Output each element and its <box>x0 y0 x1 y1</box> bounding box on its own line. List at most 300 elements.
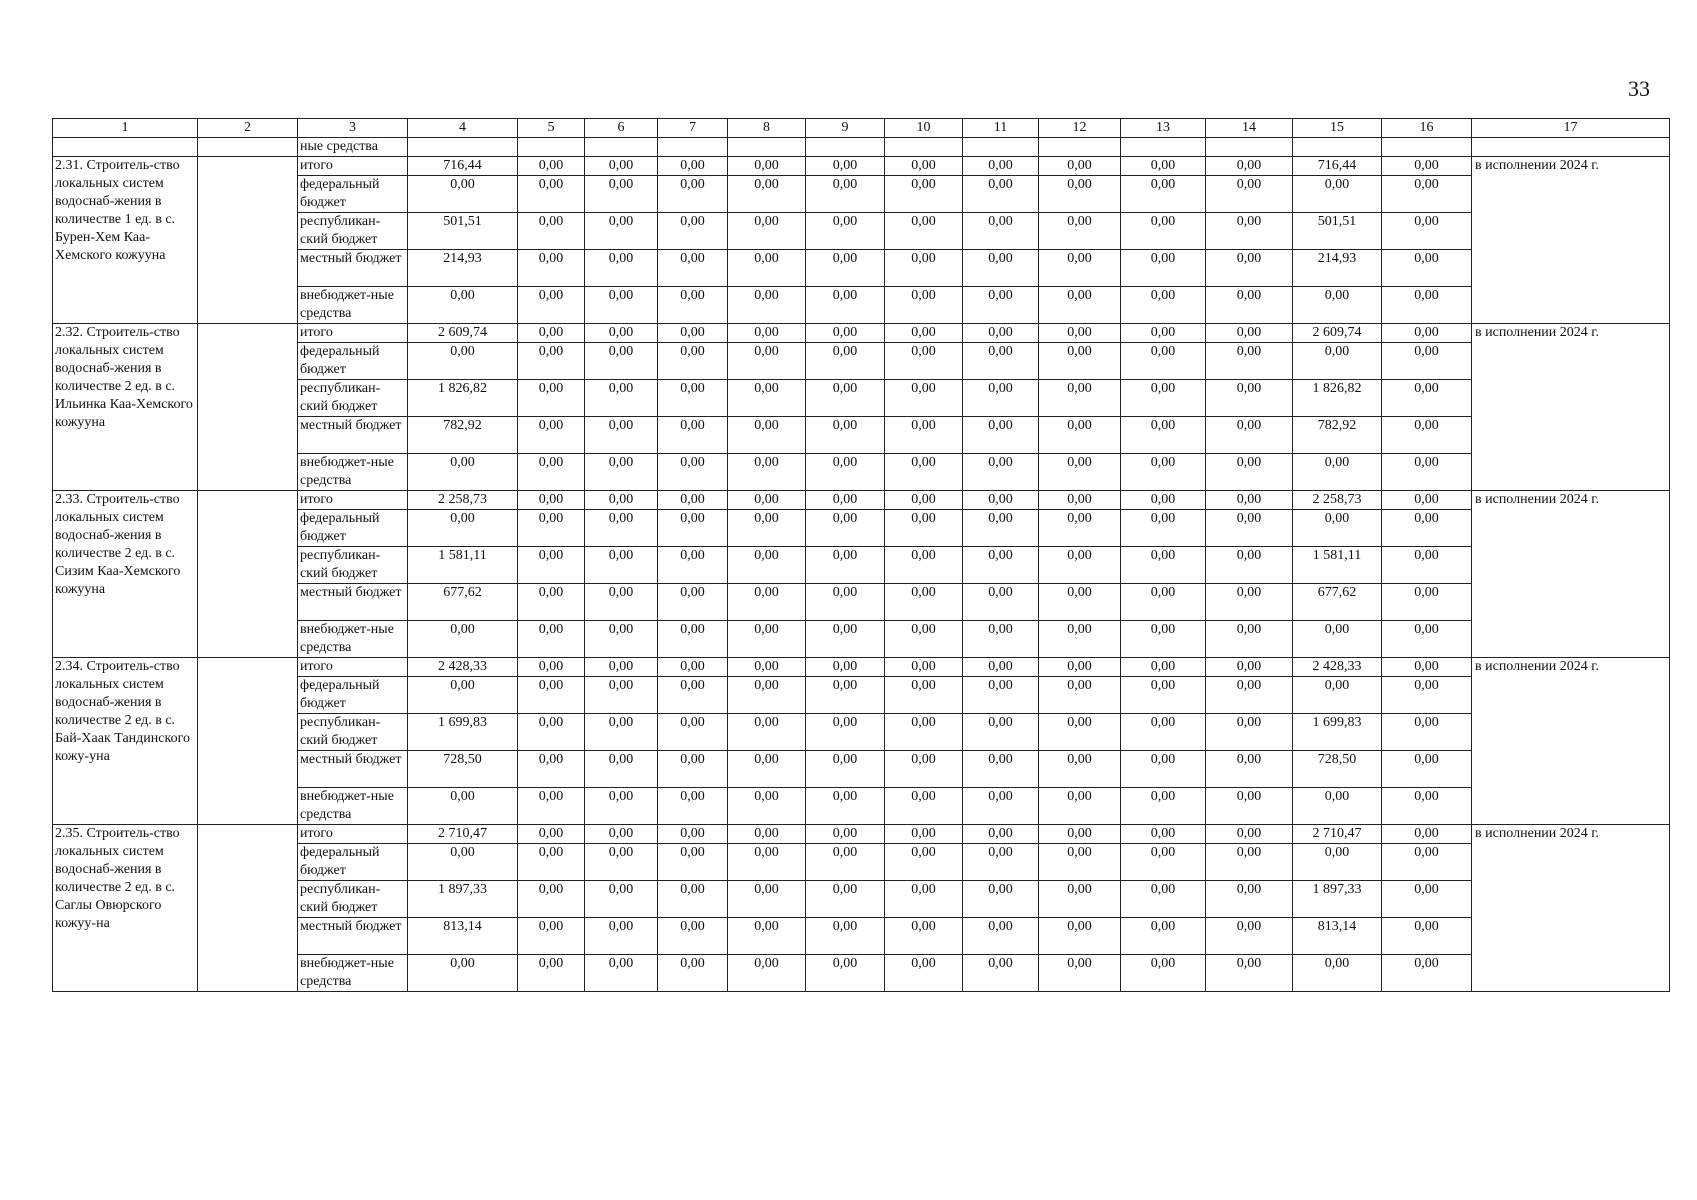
value-cell: 0,00 <box>1121 176 1206 213</box>
value-cell: 0,00 <box>963 788 1039 825</box>
value-cell: 0,00 <box>1039 881 1121 918</box>
value-cell: 0,00 <box>963 510 1039 547</box>
column-header: 16 <box>1382 119 1472 138</box>
value-cell: 0,00 <box>585 658 658 677</box>
value-cell: 0,00 <box>1121 658 1206 677</box>
empty-cell <box>1293 138 1382 157</box>
value-cell: 0,00 <box>658 454 728 491</box>
value-cell: 0,00 <box>518 250 585 287</box>
value-cell: 0,00 <box>1121 343 1206 380</box>
column-header: 6 <box>585 119 658 138</box>
value-cell: 0,00 <box>728 510 806 547</box>
measure-name: 2.34. Строитель-ство локальных систем водоснаб-жения в количестве 2 ед. в с. Бай-Хаак Тандинского кожу-уна <box>53 658 198 825</box>
page-number: 33 <box>1628 76 1650 101</box>
value-cell: 0,00 <box>658 584 728 621</box>
value-cell: 0,00 <box>1206 176 1293 213</box>
value-cell: 0,00 <box>1206 788 1293 825</box>
value-cell: 0,00 <box>585 547 658 584</box>
source-label: местный бюджет <box>298 417 408 454</box>
column-header: 4 <box>408 119 518 138</box>
value-cell: 0,00 <box>806 844 885 881</box>
value-cell: 0,00 <box>1206 213 1293 250</box>
source-label: федеральный бюджет <box>298 510 408 547</box>
value-cell: 0,00 <box>1206 157 1293 176</box>
value-cell: 0,00 <box>1121 844 1206 881</box>
value-cell: 0,00 <box>518 677 585 714</box>
value-cell: 0,00 <box>1039 454 1121 491</box>
value-cell: 0,00 <box>1121 621 1206 658</box>
value-cell: 0,00 <box>963 825 1039 844</box>
value-cell: 0,00 <box>1206 547 1293 584</box>
value-cell: 0,00 <box>518 788 585 825</box>
source-label: внебюджет-ные средства <box>298 454 408 491</box>
source-label: местный бюджет <box>298 250 408 287</box>
value-cell: 0,00 <box>885 714 963 751</box>
value-cell: 0,00 <box>1121 491 1206 510</box>
value-cell: 0,00 <box>1039 844 1121 881</box>
value-cell: 0,00 <box>963 380 1039 417</box>
value-cell: 0,00 <box>885 825 963 844</box>
value-cell: 2 428,33 <box>408 658 518 677</box>
source-label: итого <box>298 157 408 176</box>
value-cell: 0,00 <box>658 343 728 380</box>
value-cell: 0,00 <box>963 250 1039 287</box>
value-cell: 0,00 <box>518 881 585 918</box>
value-cell: 0,00 <box>728 491 806 510</box>
value-cell: 0,00 <box>585 491 658 510</box>
value-cell: 0,00 <box>585 825 658 844</box>
value-cell: 0,00 <box>963 881 1039 918</box>
value-cell: 0,00 <box>728 844 806 881</box>
value-cell: 0,00 <box>963 417 1039 454</box>
value-cell: 0,00 <box>885 176 963 213</box>
value-cell: 0,00 <box>408 176 518 213</box>
value-cell: 0,00 <box>728 250 806 287</box>
value-cell: 0,00 <box>963 454 1039 491</box>
column-header: 3 <box>298 119 408 138</box>
value-cell: 0,00 <box>728 881 806 918</box>
value-cell: 813,14 <box>408 918 518 955</box>
value-cell: 0,00 <box>1039 621 1121 658</box>
value-cell: 0,00 <box>658 380 728 417</box>
empty-cell <box>885 138 963 157</box>
value-cell: 0,00 <box>585 844 658 881</box>
value-cell: 0,00 <box>1039 380 1121 417</box>
empty-cell <box>585 138 658 157</box>
value-cell: 0,00 <box>585 157 658 176</box>
value-cell: 0,00 <box>806 287 885 324</box>
value-cell: 0,00 <box>728 825 806 844</box>
value-cell: 2 609,74 <box>408 324 518 343</box>
source-label: федеральный бюджет <box>298 677 408 714</box>
column-header: 14 <box>1206 119 1293 138</box>
value-cell: 0,00 <box>728 547 806 584</box>
value-cell: 0,00 <box>1039 658 1121 677</box>
value-cell: 0,00 <box>728 176 806 213</box>
value-cell: 1 897,33 <box>408 881 518 918</box>
value-cell: 0,00 <box>658 213 728 250</box>
value-cell: 0,00 <box>518 658 585 677</box>
value-cell: 0,00 <box>1382 658 1472 677</box>
continuation-row <box>53 138 1670 157</box>
value-cell: 0,00 <box>518 714 585 751</box>
value-cell: 0,00 <box>585 918 658 955</box>
value-cell: 0,00 <box>408 510 518 547</box>
value-cell: 0,00 <box>806 825 885 844</box>
status-note: в исполнении 2024 г. <box>1472 157 1670 324</box>
value-cell: 0,00 <box>728 380 806 417</box>
value-cell: 0,00 <box>1121 584 1206 621</box>
empty-cell <box>806 138 885 157</box>
value-cell: 0,00 <box>658 510 728 547</box>
status-note: в исполнении 2024 г. <box>1472 491 1670 658</box>
value-cell: 0,00 <box>1206 881 1293 918</box>
value-cell: 0,00 <box>585 287 658 324</box>
value-cell: 0,00 <box>806 380 885 417</box>
measure-name: 2.35. Строитель-ство локальных систем водоснаб-жения в количестве 2 ед. в с. Саглы Овюрского кожуу-на <box>53 825 198 992</box>
value-cell: 0,00 <box>1382 751 1472 788</box>
value-cell: 0,00 <box>658 491 728 510</box>
value-cell: 0,00 <box>1206 380 1293 417</box>
value-cell: 0,00 <box>1382 825 1472 844</box>
value-cell: 0,00 <box>885 417 963 454</box>
value-cell: 0,00 <box>963 287 1039 324</box>
value-cell: 0,00 <box>1039 510 1121 547</box>
value-cell: 0,00 <box>1293 788 1382 825</box>
empty-cell <box>1472 138 1670 157</box>
value-cell: 1 581,11 <box>1293 547 1382 584</box>
value-cell: 0,00 <box>518 621 585 658</box>
value-cell: 0,00 <box>518 825 585 844</box>
value-cell: 0,00 <box>518 491 585 510</box>
value-cell: 1 581,11 <box>408 547 518 584</box>
value-cell: 0,00 <box>408 343 518 380</box>
value-cell: 0,00 <box>408 788 518 825</box>
value-cell: 0,00 <box>1293 621 1382 658</box>
empty-cell <box>1121 138 1206 157</box>
value-cell: 0,00 <box>518 955 585 992</box>
value-cell: 0,00 <box>1382 918 1472 955</box>
value-cell: 0,00 <box>1121 677 1206 714</box>
value-cell: 0,00 <box>658 547 728 584</box>
value-cell: 0,00 <box>518 454 585 491</box>
value-cell: 0,00 <box>1121 825 1206 844</box>
source-label: итого <box>298 324 408 343</box>
value-cell: 0,00 <box>658 751 728 788</box>
value-cell: 0,00 <box>518 918 585 955</box>
value-cell: 0,00 <box>518 287 585 324</box>
value-cell: 0,00 <box>1293 343 1382 380</box>
value-cell: 0,00 <box>1206 584 1293 621</box>
value-cell: 0,00 <box>806 343 885 380</box>
value-cell: 677,62 <box>408 584 518 621</box>
value-cell: 0,00 <box>518 751 585 788</box>
value-cell: 0,00 <box>585 584 658 621</box>
measure-name: 2.31. Строитель-ство локальных систем водоснаб-жения в количестве 1 ед. в с. Бурен-Хем Каа-Хемского кожууна <box>53 157 198 324</box>
value-cell: 0,00 <box>1206 343 1293 380</box>
value-cell: 0,00 <box>658 918 728 955</box>
value-cell: 0,00 <box>658 955 728 992</box>
value-cell: 0,00 <box>585 454 658 491</box>
value-cell: 0,00 <box>518 157 585 176</box>
column-header: 1 <box>53 119 198 138</box>
value-cell: 0,00 <box>1039 157 1121 176</box>
value-cell: 0,00 <box>728 454 806 491</box>
value-cell: 0,00 <box>1382 287 1472 324</box>
value-cell: 0,00 <box>1382 621 1472 658</box>
value-cell: 0,00 <box>1293 677 1382 714</box>
value-cell: 0,00 <box>806 677 885 714</box>
value-cell: 0,00 <box>1293 176 1382 213</box>
value-cell: 0,00 <box>963 918 1039 955</box>
value-cell: 0,00 <box>658 677 728 714</box>
value-cell: 0,00 <box>1121 250 1206 287</box>
table-row <box>53 658 1670 677</box>
source-label: итого <box>298 825 408 844</box>
value-cell: 0,00 <box>518 510 585 547</box>
value-cell: 716,44 <box>408 157 518 176</box>
value-cell: 0,00 <box>408 454 518 491</box>
value-cell: 782,92 <box>408 417 518 454</box>
source-label: внебюджет-ные средства <box>298 621 408 658</box>
budget-table <box>52 118 1670 992</box>
value-cell: 0,00 <box>1121 380 1206 417</box>
value-cell: 728,50 <box>408 751 518 788</box>
source-label: ные средства <box>298 138 408 157</box>
value-cell: 2 258,73 <box>408 491 518 510</box>
value-cell: 0,00 <box>518 343 585 380</box>
source-label: итого <box>298 658 408 677</box>
value-cell: 0,00 <box>806 788 885 825</box>
value-cell: 0,00 <box>1039 547 1121 584</box>
value-cell: 0,00 <box>806 510 885 547</box>
value-cell: 0,00 <box>1293 454 1382 491</box>
value-cell: 0,00 <box>885 621 963 658</box>
value-cell: 0,00 <box>728 955 806 992</box>
column-header: 17 <box>1472 119 1670 138</box>
value-cell: 0,00 <box>1039 955 1121 992</box>
value-cell: 2 258,73 <box>1293 491 1382 510</box>
value-cell: 0,00 <box>806 454 885 491</box>
source-label: республикан-ский бюджет <box>298 547 408 584</box>
value-cell: 0,00 <box>885 213 963 250</box>
value-cell: 0,00 <box>1121 287 1206 324</box>
measure-name: 2.32. Строитель-ство локальных систем водоснаб-жения в количестве 2 ед. в с. Ильинка Каа-Хемского кожууна <box>53 324 198 491</box>
column-header: 8 <box>728 119 806 138</box>
value-cell: 0,00 <box>1382 547 1472 584</box>
value-cell: 0,00 <box>1382 955 1472 992</box>
value-cell: 0,00 <box>408 287 518 324</box>
value-cell: 0,00 <box>1121 751 1206 788</box>
measure-name: 2.33. Строитель-ство локальных систем водоснаб-жения в количестве 2 ед. в с. Сизим Каа-Хемского кожууна <box>53 491 198 658</box>
value-cell: 0,00 <box>658 621 728 658</box>
column-header: 7 <box>658 119 728 138</box>
value-cell: 0,00 <box>1121 324 1206 343</box>
value-cell: 0,00 <box>1039 417 1121 454</box>
value-cell: 2 710,47 <box>1293 825 1382 844</box>
value-cell: 0,00 <box>1039 751 1121 788</box>
value-cell: 0,00 <box>885 250 963 287</box>
value-cell: 0,00 <box>1121 454 1206 491</box>
value-cell: 0,00 <box>408 621 518 658</box>
value-cell: 0,00 <box>1382 714 1472 751</box>
value-cell: 0,00 <box>1121 157 1206 176</box>
column-header: 9 <box>806 119 885 138</box>
value-cell: 0,00 <box>1121 510 1206 547</box>
empty-cell <box>198 825 298 992</box>
value-cell: 0,00 <box>963 677 1039 714</box>
value-cell: 0,00 <box>585 343 658 380</box>
value-cell: 0,00 <box>518 547 585 584</box>
status-note: в исполнении 2024 г. <box>1472 658 1670 825</box>
status-note: в исполнении 2024 г. <box>1472 825 1670 992</box>
value-cell: 0,00 <box>1039 918 1121 955</box>
value-cell: 0,00 <box>885 918 963 955</box>
value-cell: 0,00 <box>963 714 1039 751</box>
source-label: республикан-ский бюджет <box>298 714 408 751</box>
value-cell: 0,00 <box>728 584 806 621</box>
empty-cell <box>198 138 298 157</box>
source-label: внебюджет-ные средства <box>298 955 408 992</box>
value-cell: 0,00 <box>658 324 728 343</box>
value-cell: 0,00 <box>885 287 963 324</box>
header-row <box>53 119 1670 138</box>
empty-cell <box>408 138 518 157</box>
value-cell: 0,00 <box>518 844 585 881</box>
source-label: внебюджет-ные средства <box>298 788 408 825</box>
value-cell: 0,00 <box>1121 955 1206 992</box>
value-cell: 0,00 <box>1382 250 1472 287</box>
value-cell: 214,93 <box>408 250 518 287</box>
value-cell: 0,00 <box>1382 213 1472 250</box>
value-cell: 0,00 <box>728 714 806 751</box>
value-cell: 0,00 <box>658 176 728 213</box>
value-cell: 0,00 <box>518 176 585 213</box>
value-cell: 1 897,33 <box>1293 881 1382 918</box>
value-cell: 0,00 <box>885 658 963 677</box>
empty-cell <box>1382 138 1472 157</box>
value-cell: 0,00 <box>658 417 728 454</box>
value-cell: 0,00 <box>963 955 1039 992</box>
value-cell: 1 826,82 <box>1293 380 1382 417</box>
empty-cell <box>963 138 1039 157</box>
value-cell: 0,00 <box>806 621 885 658</box>
value-cell: 0,00 <box>658 287 728 324</box>
empty-cell <box>198 658 298 825</box>
value-cell: 0,00 <box>658 825 728 844</box>
value-cell: 0,00 <box>885 454 963 491</box>
value-cell: 0,00 <box>885 751 963 788</box>
value-cell: 0,00 <box>1206 825 1293 844</box>
source-label: местный бюджет <box>298 918 408 955</box>
value-cell: 0,00 <box>1382 417 1472 454</box>
value-cell: 0,00 <box>806 658 885 677</box>
value-cell: 0,00 <box>728 751 806 788</box>
value-cell: 0,00 <box>1121 213 1206 250</box>
value-cell: 1 699,83 <box>408 714 518 751</box>
value-cell: 728,50 <box>1293 751 1382 788</box>
value-cell: 0,00 <box>963 213 1039 250</box>
value-cell: 0,00 <box>885 380 963 417</box>
value-cell: 0,00 <box>1121 788 1206 825</box>
value-cell: 0,00 <box>658 714 728 751</box>
value-cell: 0,00 <box>806 547 885 584</box>
value-cell: 2 609,74 <box>1293 324 1382 343</box>
value-cell: 0,00 <box>806 324 885 343</box>
value-cell: 0,00 <box>1206 955 1293 992</box>
value-cell: 0,00 <box>1206 677 1293 714</box>
value-cell: 0,00 <box>658 844 728 881</box>
value-cell: 0,00 <box>518 213 585 250</box>
value-cell: 0,00 <box>728 677 806 714</box>
value-cell: 0,00 <box>1206 621 1293 658</box>
value-cell: 0,00 <box>1039 714 1121 751</box>
source-label: республикан-ский бюджет <box>298 881 408 918</box>
source-label: местный бюджет <box>298 751 408 788</box>
value-cell: 0,00 <box>806 491 885 510</box>
value-cell: 0,00 <box>585 788 658 825</box>
value-cell: 0,00 <box>1382 881 1472 918</box>
source-label: местный бюджет <box>298 584 408 621</box>
source-label: итого <box>298 491 408 510</box>
column-header: 11 <box>963 119 1039 138</box>
column-header: 2 <box>198 119 298 138</box>
value-cell: 0,00 <box>1206 918 1293 955</box>
value-cell: 0,00 <box>658 157 728 176</box>
value-cell: 0,00 <box>1206 658 1293 677</box>
empty-cell <box>518 138 585 157</box>
value-cell: 0,00 <box>885 324 963 343</box>
value-cell: 0,00 <box>885 788 963 825</box>
value-cell: 0,00 <box>963 584 1039 621</box>
value-cell: 0,00 <box>806 584 885 621</box>
value-cell: 0,00 <box>1206 287 1293 324</box>
value-cell: 677,62 <box>1293 584 1382 621</box>
value-cell: 0,00 <box>1382 491 1472 510</box>
value-cell: 0,00 <box>963 176 1039 213</box>
value-cell: 0,00 <box>806 751 885 788</box>
value-cell: 0,00 <box>1206 324 1293 343</box>
value-cell: 0,00 <box>1039 324 1121 343</box>
value-cell: 0,00 <box>518 380 585 417</box>
empty-cell <box>1206 138 1293 157</box>
value-cell: 0,00 <box>408 844 518 881</box>
source-label: федеральный бюджет <box>298 176 408 213</box>
value-cell: 0,00 <box>1039 343 1121 380</box>
value-cell: 0,00 <box>1382 380 1472 417</box>
value-cell: 0,00 <box>408 677 518 714</box>
value-cell: 0,00 <box>585 176 658 213</box>
value-cell: 0,00 <box>518 584 585 621</box>
empty-cell <box>198 324 298 491</box>
value-cell: 0,00 <box>728 324 806 343</box>
value-cell: 0,00 <box>585 621 658 658</box>
value-cell: 782,92 <box>1293 417 1382 454</box>
value-cell: 0,00 <box>585 417 658 454</box>
value-cell: 0,00 <box>518 417 585 454</box>
value-cell: 0,00 <box>1039 677 1121 714</box>
value-cell: 0,00 <box>728 918 806 955</box>
value-cell: 0,00 <box>658 658 728 677</box>
value-cell: 0,00 <box>806 417 885 454</box>
source-label: федеральный бюджет <box>298 844 408 881</box>
value-cell: 0,00 <box>885 343 963 380</box>
table-row <box>53 825 1670 844</box>
value-cell: 0,00 <box>658 788 728 825</box>
value-cell: 0,00 <box>1121 714 1206 751</box>
value-cell: 0,00 <box>408 955 518 992</box>
source-label: республикан-ский бюджет <box>298 380 408 417</box>
